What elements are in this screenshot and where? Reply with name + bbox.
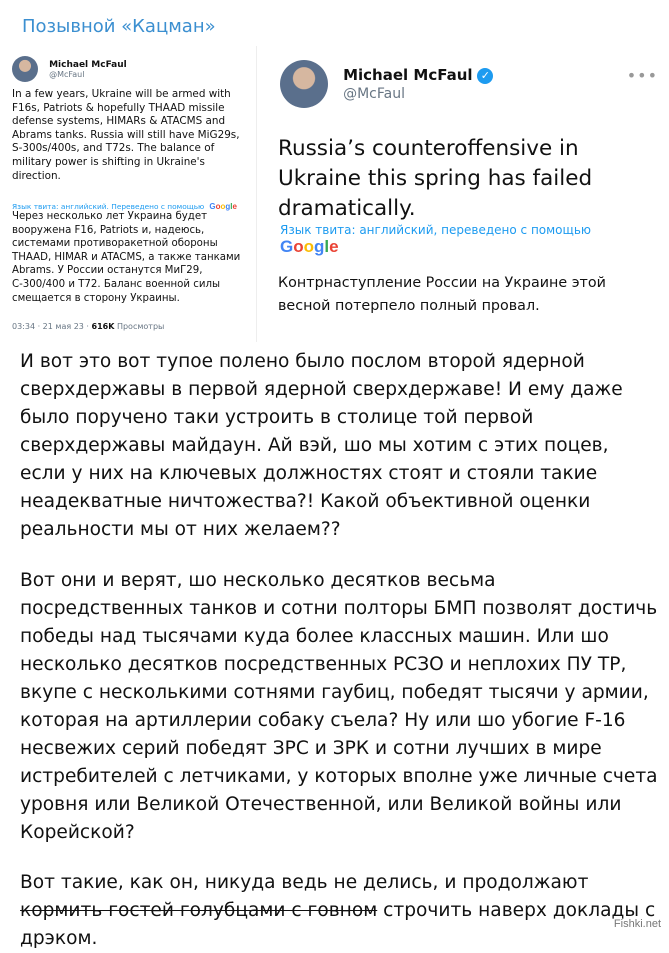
tweet-body-ru: Контрнаступление России на Украине этой весной потерпело полный провал. [278, 275, 606, 314]
google-logo: Google [209, 202, 237, 211]
author-handle[interactable]: @McFaul [343, 86, 405, 102]
verified-badge-icon: ✓ [477, 68, 493, 84]
watermark: Fishki.net [613, 918, 661, 930]
tweet-left-header [12, 56, 127, 82]
tweet-meta [12, 322, 164, 331]
translation-note-text: Язык твита: английский. Переведено с помощью [12, 202, 205, 211]
avatar[interactable] [12, 56, 38, 82]
tweet-views-label: Просмотры [114, 322, 165, 331]
avatar[interactable] [280, 60, 328, 108]
tweet-views-count: 616K [91, 322, 115, 331]
tweet-card-right [262, 46, 666, 342]
post-paragraph-3 [20, 869, 660, 953]
tweet-body-en: Russia’s counteroffensive in Ukraine this spring has failed dramatically. [278, 136, 593, 221]
post-paragraph-3-strike: кормить гостей голубцами с говном [20, 900, 378, 921]
post-paragraph-2: Вот они и верят, шо несколько десятков весьма посредственных танков и сотни полторы БМП позволят достичь победы над тысячами куда более классных машин. Или шо несколько десятков посредственных РСЗО и неплохих ПУ ТР, вкупе с несколькими сотнями гаубиц, победят тысячи у армии, которая на артиллерии собаку съела? Ну или шо убогие F-16 несвежих серий победят ЗРС и ЗРК и сотни лучших в мире истребителей с летчиками, у которых вполне уже личные счета уровня или Великой Отечественной, или Великой войны или Корейской? [20, 570, 658, 843]
channel-title[interactable]: Позывной «Кацман» [22, 16, 216, 37]
tweet-time: 03:34 · 21 мая 23 · [12, 322, 92, 331]
tweet-right-header [280, 60, 493, 108]
author-name[interactable]: Michael McFaul [49, 59, 127, 70]
translation-note-text: Язык твита: английский, переведено с помощью [280, 223, 591, 237]
post-paragraph-3-start: Вот такие, как он, никуда ведь не делись, и продолжают [20, 872, 589, 893]
tweet-card-left [4, 46, 257, 342]
author-handle[interactable]: @McFaul [49, 69, 85, 79]
more-options-icon[interactable]: ••• [626, 66, 658, 85]
post-paragraph-3-end: строчить наверх доклады с дрэком. [20, 900, 656, 949]
tweet-body-en: In a few years, Ukraine will be armed with F16s, Patriots & hopefully THAAD missile defense systems, HIMARs & ATACMS and Abrams tanks. Russia will still have MiG29s, S-300s/400s, and T72s. The balance of military power is shifting in Ukraine's direction. [12, 88, 240, 182]
post-paragraph-1: И вот это вот тупое полено было послом второй ядерной сверхдержавы в первой ядерной сверхдержаве! И ему даже было поручено таки устроить в столице той первой сверхдержавы майдаун. Ай вэй, шо мы хотим с этих поцев, если у них на ключевых должностях стоят и стояли такие неадекватные ничтожества?! Какой объективной оценки реальности мы от них желаем?? [20, 351, 623, 540]
author-name[interactable]: Michael McFaul [343, 66, 473, 84]
google-logo: Google [280, 237, 339, 256]
tweet-body-ru: Через несколько лет Украина будет вооружена F16, Patriots и, надеюсь, системами противоракетной обороны THAAD, HIMAR и ATACMS, а также танками Abrams. У России останутся МиГ29, С-300/400 и Т72. Баланс военной силы смещается в сторону Украины. [12, 211, 241, 304]
